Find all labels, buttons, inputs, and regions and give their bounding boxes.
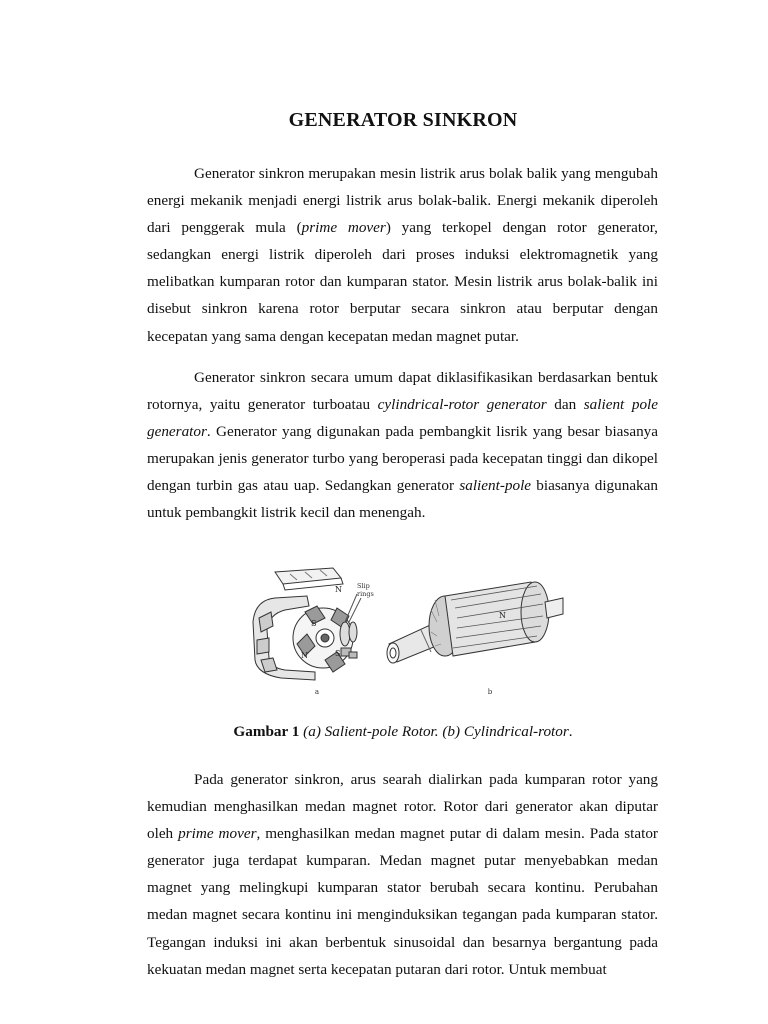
pole-s2-label: S (335, 649, 341, 658)
p3-text-c: , menghasilkan medan magnet putar di dalam mesin. Pada stator generator juga terdapat kumparan. Medan magnet putar menyebabkan medan magnet yang melingkupi kumparan stator berubah secara kontinu. Perubahan medan magnet secara kontinu ini menginduksikan tegangan pada kumparan stator. Tegangan induksi ini akan berbentuk sinusoidal dan besarnya bergantung pada kekuatan medan magnet serta kecepatan putaran dari rotor. Untuk membuat (147, 825, 658, 978)
subfigure-b-label: b (487, 688, 493, 696)
page-title: GENERATOR SINKRON (288, 109, 518, 131)
p2-italic-term-1: cylindrical-rotor generator (377, 396, 547, 414)
cylindrical-rotor-drawing (387, 582, 563, 663)
p1-text-c: ) yang terkopel dengan rotor generator, sedangkan energi listrik diperoleh dari proses induksi elektromagnetik yang melibatkan kumparan rotor dan kumparan stator. Mesin listrik arus bolak-balik ini disebut sinkron karena rotor berputar secara sinkron atau berputar dengan kecepatan yang sama dengan kecepatan medan magnet putar. (147, 219, 658, 345)
paragraph-1 (147, 160, 658, 350)
paragraph-2 (147, 364, 658, 527)
pole-n-label: N (335, 585, 342, 594)
caption-end: . (568, 723, 573, 740)
p1-text-a: Generator sinkron merupakan mesin listrik arus bolak balik yang mengubah energi mekanik menjadi energi listrik arus bolak-balik. Energi mekanik diperoleh dari penggerak mula ( (147, 165, 658, 237)
slip-rings-label-1: Slip (357, 582, 370, 590)
p1-italic-term: prime mover (301, 219, 386, 237)
p3-italic-term: prime mover (178, 825, 257, 843)
caption-figure-number: Gambar 1 (233, 723, 300, 740)
pole-n2-label: N (301, 651, 308, 660)
slip-rings-label-2: rings (357, 590, 374, 598)
p2-text-c: dan (546, 396, 584, 414)
figure-caption (0, 723, 768, 741)
p2-italic-term-2: salient pole generator (147, 396, 658, 441)
pole-s-label: S (311, 619, 317, 628)
p3-text-a: Pada generator sinkron, arus searah dialirkan pada kumparan rotor yang kemudian menghasilkan medan magnet rotor. Rotor dari generator akan diputar oleh (147, 771, 658, 843)
salient-pole-rotor-drawing (253, 568, 361, 680)
p2-italic-term-3: salient-pole (459, 477, 532, 495)
p2-text-g: biasanya digunakan untuk pembangkit listrik kecil dan menengah. (147, 477, 658, 522)
rotor-b-n-label: N (499, 611, 506, 620)
rotor-figure (245, 560, 565, 700)
p2-text-e: . Generator yang digunakan pada pembangkit lisrik yang besar biasanya merupakan jenis generator turbo yang beroperasi pada kecepatan tinggi dan dikopel dengan turbin gas atau uap. Sedangkan generator (147, 423, 658, 495)
caption-description: (a) Salient-pole Rotor. (b) Cylindrical-rotor (299, 723, 569, 740)
paragraph-3 (147, 766, 658, 983)
subfigure-a-label: a (314, 688, 320, 696)
p2-text-a: Generator sinkron secara umum dapat diklasifikasikan berdasarkan bentuk rotornya, yaitu generator turboatau (147, 369, 658, 414)
